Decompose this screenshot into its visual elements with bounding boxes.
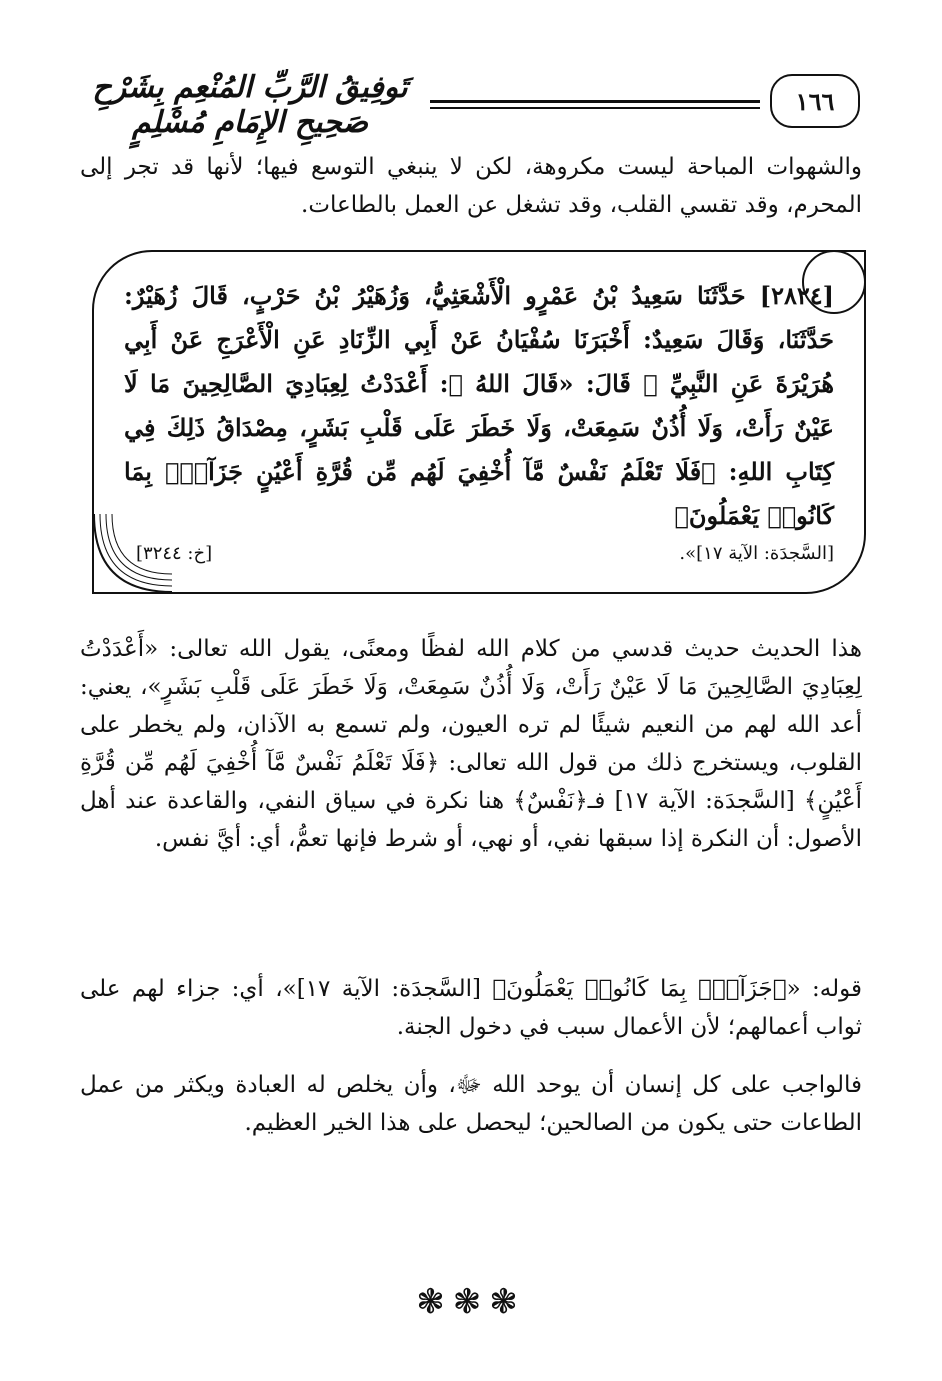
header-rule [430,100,760,103]
page-number: ١٦٦ [770,74,860,128]
closing-ornament: ❃❃❃ [416,1282,526,1322]
verse-reference: [السَّجدَة: الآية ١٧]». [679,543,834,564]
header-rule-secondary [430,107,760,109]
book-title: تَوفِيقُ الرَّبِّ المُنْعِمِ بِشَرْحِ صَحِيحِ الإِمَامِ مُسْلِمٍ [92,70,408,140]
intro-paragraph: والشهوات المباحة ليست مكروهة، لكن لا ينبغي التوسع فيها؛ لأنها قد تجر إلى المحرم، وقد تقسي القلب، وقد تشغل عن العمل بالطاعات. [80,154,862,218]
hadith-box [92,250,866,594]
commentary-paragraph-2: قوله: «﴿جَزَآءَۢ بِمَا كَانُوا۟ يَعْمَلُونَ﴾ [السَّجدَة: الآية ١٧]»، أي: جزاء لهم على ثواب أعمالهم؛ لأن الأعمال سبب في دخول الجنة. [80,976,862,1040]
source-reference: [خ: ٣٢٤٤] [136,543,213,564]
hadith-text: [٢٨٢٤] حَدَّثَنَا سَعِيدُ بْنُ عَمْرٍو الْأَشْعَثِيُّ، وَزُهَيْرُ بْنُ حَرْبٍ، قَالَ زُهَيْرٌ: حَدَّثَنَا، وَقَالَ سَعِيدٌ: أَخْبَرَنَا سُفْيَانُ عَنْ أَبِي الزِّنَادِ عَنِ الْأَعْرَجِ عَنْ أَبِي هُرَيْرَةَ عَنِ النَّبِيِّ ﷺ قَالَ: «قَالَ اللهُ ﷻ: أَعْدَدْتُ لِعِبَادِيَ الصَّالِحِينَ مَا لَا عَيْنٌ رَأَتْ، وَلَا أُذُنٌ سَمِعَتْ، وَلَا خَطَرَ عَلَى قَلْبِ بَشَرٍ، مِصْدَاقُ ذَلِكَ فِي كِتَابِ اللهِ: ﴿فَلَا تَعْلَمُ نَفْسٌ مَّآ أُخْفِيَ لَهُم مِّن قُرَّةِ أَعْيُنٍ جَزَآءَۢ بِمَا كَانُوا۟ يَعْمَلُونَ﴾ [124,281,834,530]
commentary-paragraph-3: فالواجب على كل إنسان أن يوحد الله ﷻ، وأن يخلص له العبادة ويكثر من عمل الطاعات حتى يكون من الصالحين؛ ليحصل على هذا الخير العظيم. [80,1072,862,1136]
commentary-paragraph-1: هذا الحديث حديث قدسي من كلام الله لفظًا ومعنًى، يقول الله تعالى: «أَعْدَدْتُ لِعِبَادِيَ الصَّالِحِينَ مَا لَا عَيْنٌ رَأَتْ، وَلَا أُذُنٌ سَمِعَتْ، وَلَا خَطَرَ عَلَى قَلْبِ بَشَرٍ»، يعني: أعد الله لهم من النعيم شيئًا لم تره العيون، ولم تسمع به الآذان، ولم يخطر على القلوب، ويستخرج ذلك من قول الله تعالى: ﴿فَلَا تَعْلَمُ نَفْسٌ مَّآ أُخْفِيَ لَهُم مِّن قُرَّةِ أَعْيُنٍ﴾ [السَّجدَة: الآية ١٧] فـ﴿نَفْسٌ﴾ هنا نكرة في سياق النفي، والقاعدة عند أهل الأصول: أن النكرة إذا سبقها نفي، أو نهي، أو شرط فإنها تعمُّ، أي: أيَّ نفس. [80,636,862,852]
page-header [80,60,860,140]
